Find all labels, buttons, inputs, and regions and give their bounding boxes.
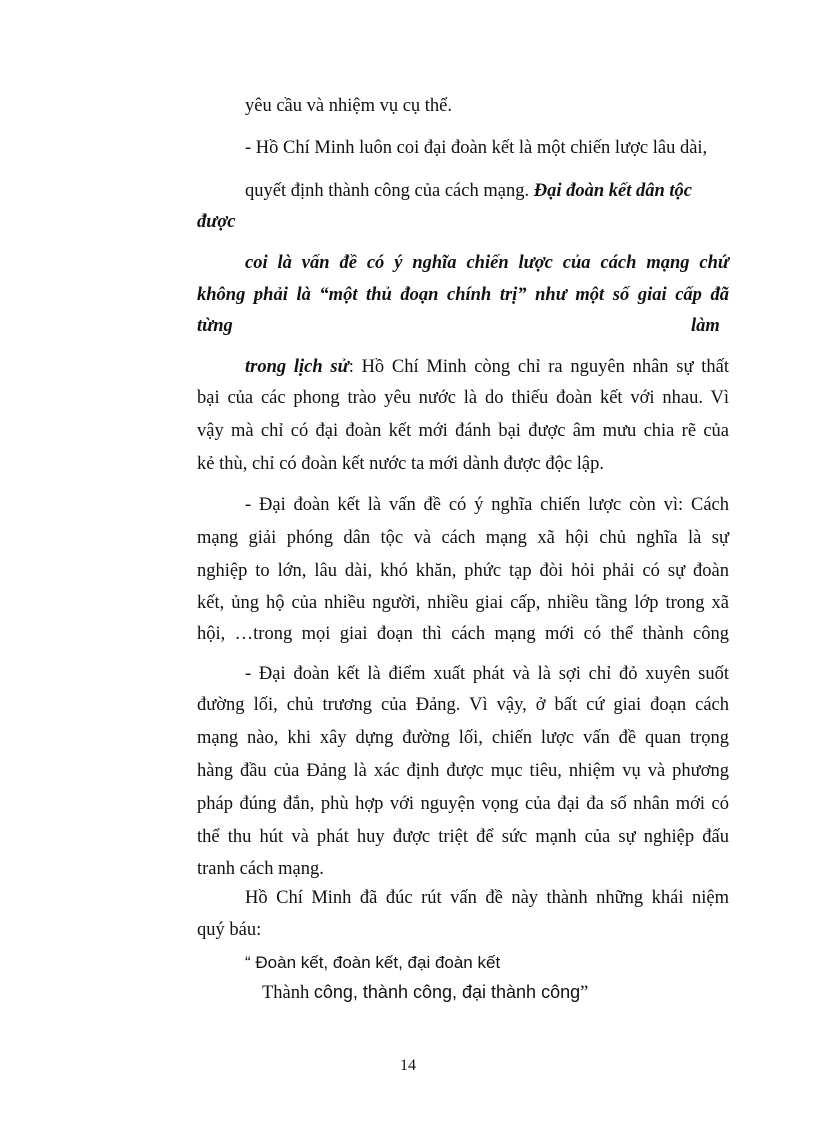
text-line: - Hồ Chí Minh luôn coi đại đoàn kết là một chiến lược lâu dài, (245, 138, 708, 158)
text-line: - Đại đoàn kết là điểm xuất phát và là sợi chỉ đỏ xuyên suốt (245, 664, 729, 684)
text-line (245, 356, 729, 378)
text-line: Hồ Chí Minh đã đúc rút vấn đề này thành những khái niệm (245, 888, 729, 908)
text-line: không phải là “một thủ đoạn chính trị” như một số giai cấp đã (197, 285, 729, 305)
text-run: ” (580, 983, 589, 1003)
quote-line: “ Đoàn kết, đoàn kết, đại đoàn kết (245, 953, 501, 972)
text-line: thể thu hút và phát huy được triệt để sức mạnh của sự nghiệp đấu (197, 827, 729, 847)
text-line: được (197, 212, 236, 232)
text-run: : Hồ Chí Minh còng chỉ ra nguyên nhân sự thất (348, 357, 729, 377)
text-line: tranh cách mạng. (197, 859, 324, 879)
text-line: kết, ủng hộ của nhiều người, nhiều giai cấp, nhiều tầng lớp trong xã (197, 593, 729, 613)
text-line: đường lối, chủ trương của Đảng. Vì vậy, ở bất cứ giai đoạn cách (197, 695, 729, 715)
quote-line (262, 981, 588, 1004)
text-line (245, 180, 692, 202)
text-line: quý báu: (197, 920, 262, 940)
text-run: công, thành công, đại thành công (313, 982, 581, 1002)
text-line: mạng nào, khi xây dựng đường lối, chiến lược vấn đề quan trọng (197, 728, 729, 748)
text-line: yêu cầu và nhiệm vụ cụ thể. (245, 96, 453, 116)
text-line: hội, …trong mọi giai đoạn thì cách mạng mới có thể thành công (197, 624, 729, 644)
text-line: - Đại đoàn kết là vấn đề có ý nghĩa chiến lược còn vì: Cách (245, 495, 729, 515)
bold-italic-run: trong lịch sử (245, 357, 349, 377)
text-line: bại của các phong trào yêu nước là do thiếu đoàn kết với nhau. Vì (197, 388, 729, 408)
text-line: nghiệp to lớn, lâu dài, khó khăn, phức tạp đòi hỏi phải có sự đoàn (197, 561, 729, 581)
text-line: hàng đầu của Đảng là xác định được mục tiêu, nhiệm vụ và phương (197, 761, 729, 781)
text-line: kẻ thù, chỉ có đoàn kết nước ta mới dành được độc lập. (197, 454, 604, 474)
text-line: làm (691, 316, 720, 336)
text-run: quyết định thành công của cách mạng. (245, 181, 534, 201)
text-line: pháp đúng đắn, phù hợp với nguyện vọng của đại đa số nhân mới có (197, 794, 729, 814)
page-number: 14 (400, 1057, 416, 1074)
bold-italic-run: Đại đoàn kết dân tộc (533, 181, 692, 201)
text-run: Thành (262, 983, 314, 1003)
text-line: vậy mà chỉ có đại đoàn kết mới đánh bại được âm mưu chia rẽ của (197, 421, 729, 441)
text-line: coi là vấn đề có ý nghĩa chiến lược của cách mạng chứ (245, 253, 729, 273)
text-line: từng (197, 316, 233, 336)
text-line: mạng giải phóng dân tộc và cách mạng xã hội chủ nghĩa là sự (197, 528, 729, 548)
